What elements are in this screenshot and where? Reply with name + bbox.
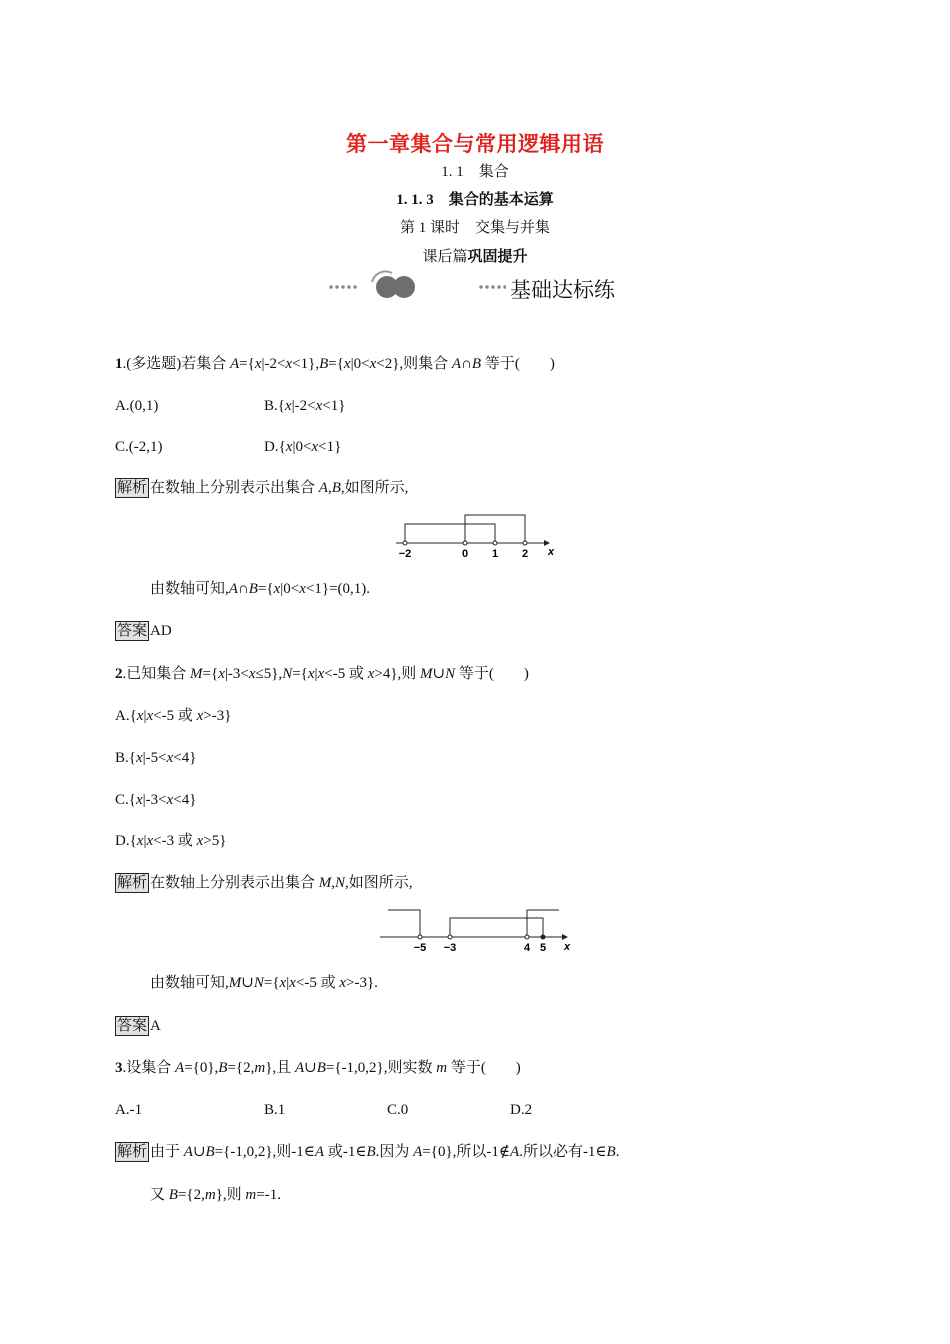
q3-stem: 3.设集合 A={0},B={2,m},且 A∪B={-1,0,2},则实数 m 等于( ) [115, 1060, 521, 1076]
q1-number: 1 [115, 356, 123, 372]
q3-option-a: A.-1 [115, 1102, 143, 1118]
q2-stem: 2.已知集合 M={x|-3<x≤5},N={x|x<-5 或 x>4},则 M∪N 等于( ) [115, 666, 529, 682]
q1-option-b: B.{x|-2<x<1} [264, 398, 346, 414]
part-bold: 巩固提升 [467, 249, 528, 265]
q1-number-line [392, 511, 562, 566]
q2-answer [115, 1016, 161, 1036]
q1-option-c: C.(-2,1) [115, 439, 163, 455]
q3-analysis-line2: 又 B={2,m},则 m=-1. [150, 1187, 281, 1203]
answer-tag: 答案 [117, 1018, 148, 1034]
q1-answer-value: AD [150, 623, 172, 639]
svg-text:5: 5 [539, 942, 547, 954]
analysis-tag: 解析 [117, 1144, 148, 1160]
banner-decoration-icon [326, 270, 506, 306]
section-banner [326, 270, 646, 306]
q1-option-d: D.{x|0<x<1} [264, 439, 342, 455]
q2-conclusion: 由数轴可知,M∪N={x|x<-5 或 x>-3}. [150, 975, 378, 991]
q2-number-line [378, 904, 578, 961]
lesson-title: 第 1 课时 交集与并集 [399, 220, 550, 236]
part-title [0, 245, 950, 266]
svg-text:4: 4 [523, 942, 531, 954]
q3-option-b: B.1 [264, 1102, 286, 1118]
q2-analysis: 解析 在数轴上分别表示出集合 M,N,如图所示, [117, 875, 413, 891]
q3-option-d: D.2 [510, 1102, 533, 1118]
q2-option-a: A.{x|x<-5 或 x>-3} [115, 708, 232, 724]
subsection-title: 1. 1. 3 集合的基本运算 [396, 192, 554, 208]
q1-stem: 1.(多选题)若集合 A={x|-2<x<1},B={x|0<x<2},则集合 A∩B 等于( ) [115, 356, 555, 372]
q1-analysis: 解析 在数轴上分别表示出集合 A,B,如图所示, [117, 480, 409, 496]
chapter-title: 第一章集合与常用逻辑用语 [346, 132, 604, 156]
svg-text:x: x [564, 941, 571, 953]
banner-title: 基础达标练 [510, 278, 615, 302]
svg-text:0: 0 [461, 548, 469, 560]
q3-option-c: C.0 [387, 1102, 409, 1118]
section-title: 1. 1 集合 [441, 164, 509, 180]
svg-text:x: x [548, 546, 555, 558]
q3-analysis: 解析 由于 A∪B={-1,0,2},则-1∈A 或-1∈B.因为 A={0},所以-1∉A.所以必有-1∈B. [117, 1144, 620, 1160]
q3-number: 3 [115, 1060, 123, 1076]
q2-option-c: C.{x|-3<x<4} [115, 792, 197, 808]
svg-text:−5: −5 [413, 942, 427, 954]
q1-option-a: A.(0,1) [115, 398, 159, 414]
q2-option-b: B.{x|-5<x<4} [115, 750, 197, 766]
q1-conclusion: 由数轴可知,A∩B={x|0<x<1}=(0,1). [150, 581, 371, 597]
svg-text:−2: −2 [398, 548, 412, 560]
svg-text:−3: −3 [443, 942, 457, 954]
part-prefix: 课后篇 [422, 249, 468, 265]
analysis-tag: 解析 [117, 480, 148, 496]
q2-option-d: D.{x|x<-3 或 x>5} [115, 833, 227, 849]
svg-text:1: 1 [491, 548, 499, 560]
q2-number: 2 [115, 666, 123, 682]
q1-answer [115, 621, 172, 641]
analysis-tag: 解析 [117, 875, 148, 891]
q2-answer-value: A [150, 1018, 161, 1034]
svg-text:2: 2 [521, 548, 529, 560]
answer-tag: 答案 [117, 623, 148, 639]
